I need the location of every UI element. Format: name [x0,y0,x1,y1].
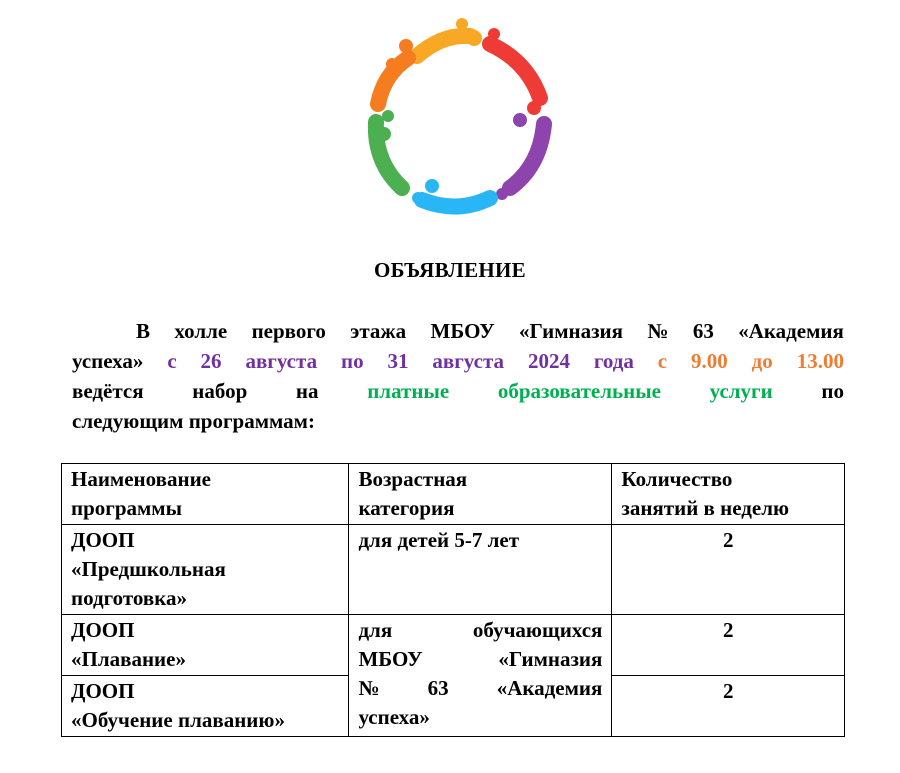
program-name: ДООП «Предшкольная подготовка» [62,525,349,615]
colorful-ring-of-people-logo [362,16,552,216]
sessions-count: 2 [612,676,845,737]
announcement-line-4: следующим программам: [72,409,315,433]
header-age: Возрастная категория [349,464,612,525]
table-row [62,525,845,615]
date-range: с [167,349,177,373]
age-category: для детей 5-7 лет [349,525,612,615]
time-range: с [657,349,668,373]
table-row [62,615,845,676]
announcement-text [72,316,844,436]
sessions-count: 2 [612,525,845,615]
table-header-row [62,464,845,525]
page-title: ОБЪЯВЛЕНИЕ [374,258,526,282]
program-name: ДООП «Обучение плаванию» [62,676,349,737]
sessions-count: 2 [612,615,845,676]
age-category-shared: для обучающихся МБОУ «Гимназия № 63 «Академия успеха» [349,615,612,737]
announcement-line-1: В холле первого этажа МБОУ «Гимназия № 63 «Академия [136,319,844,343]
programs-table [61,463,845,737]
announcement-line-3: ведётся набор на платные образовательные услуги по [72,376,844,406]
header-count: Количество занятий в неделю [612,464,845,525]
program-name: ДООП «Плавание» [62,615,349,676]
paid-services: платные [367,379,450,403]
header-program: Наименование программы [62,464,349,525]
announcement-line-2: успеха» с 26 августа по 31 августа 2024 года с 9.00 до 13.00 [72,346,844,376]
